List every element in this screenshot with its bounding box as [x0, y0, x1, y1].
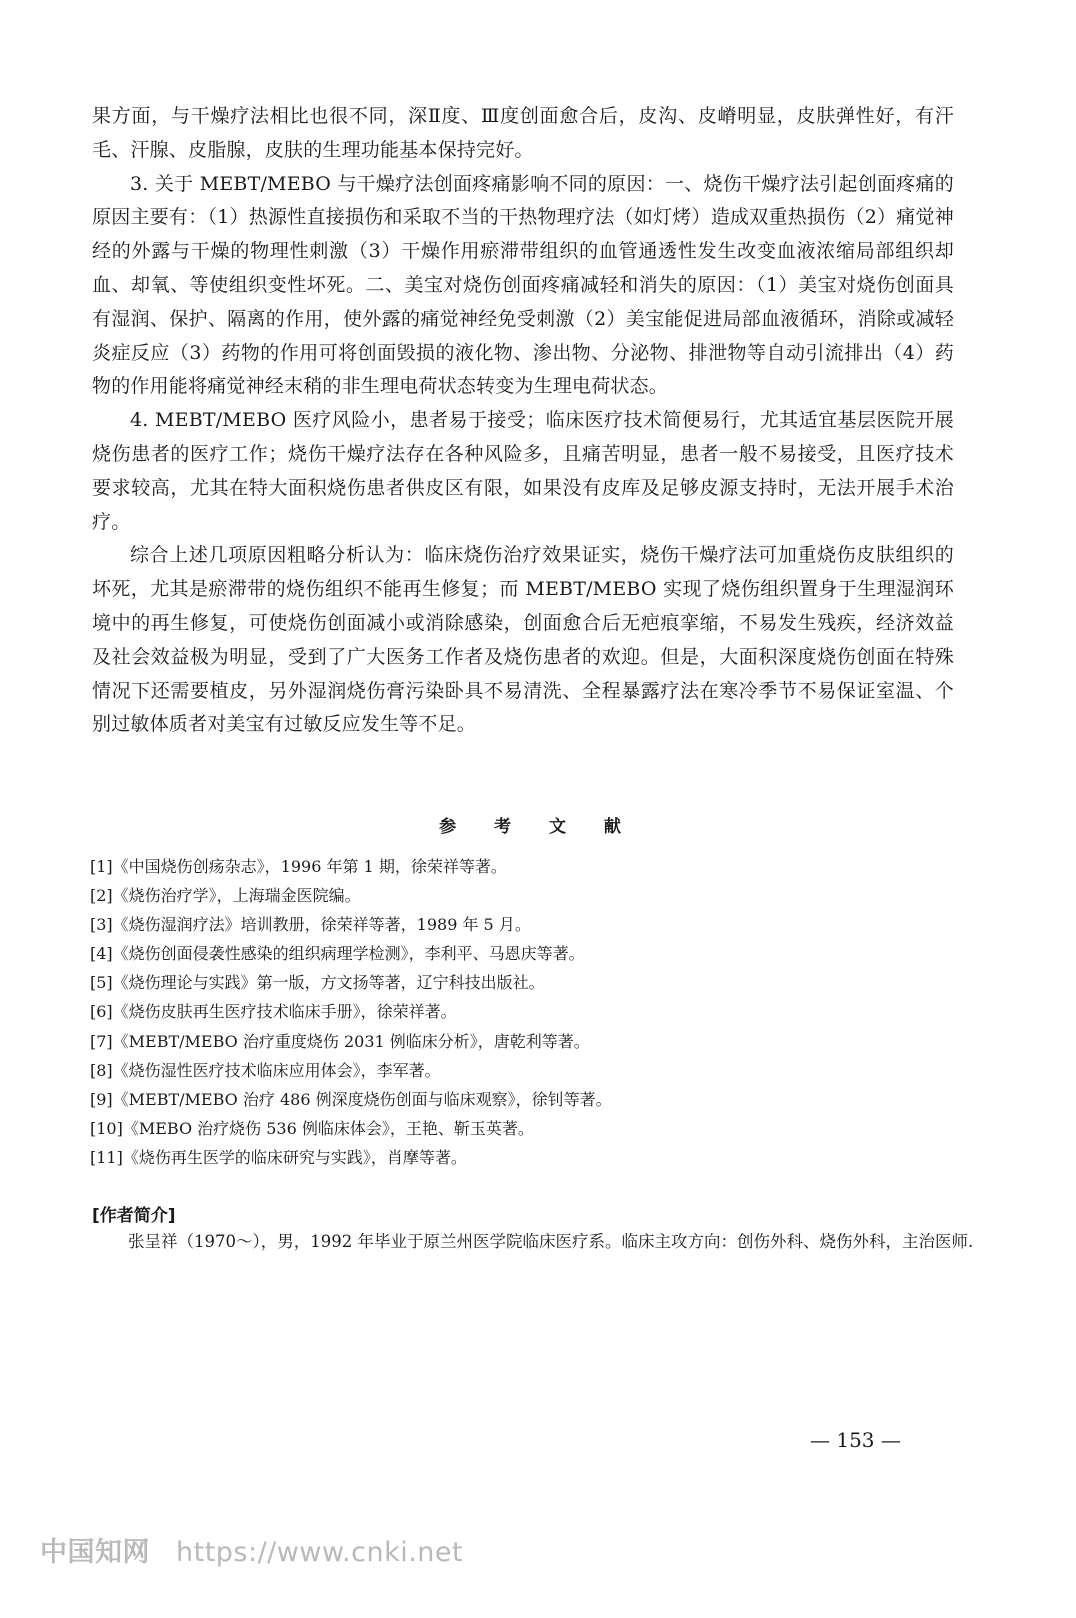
- reference-item: [10]《MEBO 治疗烧伤 536 例临床体会》，王艳、靳玉英著。: [90, 1118, 534, 1138]
- reference-item: [3]《烧伤湿润疗法》培训教册，徐荣祥等著，1989 年 5 月。: [90, 915, 531, 935]
- paragraph-4: 综合上述几项原因粗略分析认为：临床烧伤治疗效果证实，烧伤干燥疗法可加重烧伤皮肤组织的坏死，尤其是瘀滞带的烧伤组织不能再生修复；而 MEBT/MEBO 实现了烧伤组织置身于生理湿润环境中的再生修复，可使烧伤创面减小或消除感染，创面愈合后无疤痕挛缩，不易发生残疾，经济效益及社会效益极为明显，受到了广大医务工作者及烧伤患者的欢迎。但是，大面积深度烧伤创面在特殊情况下还需要植皮，另外湿润烧伤膏污染卧具不易清洗、全程暴露疗法在寒冷季节不易保证室温、个别过敏体质者对美宝有过敏反应发生等不足。: [92, 544, 954, 736]
- paragraph-2: 3. 关于 MEBT/MEBO 与干燥疗法创面疼痛影响不同的原因：一、烧伤干燥疗法引起创面疼痛的原因主要有：（1）热源性直接损伤和采取不当的干热物理疗法（如灯烤）造成双重热损伤（2）痛觉神经的外露与干燥的物理性刺激（3）干燥作用瘀滞带组织的血管通透性发生改变血液浓缩局部组织却血、却氧、等使组织变性坏死。二、美宝对烧伤创面疼痛减轻和消失的原因：（1）美宝对烧伤创面具有湿润、保护、隔离的作用，使外露的痛觉神经免受刺激（2）美宝能促进局部血液循环，消除或减轻炎症反应（3）药物的作用可将创面毁损的液化物、渗出物、分泌物、排泄物等自动引流排出（4）药物的作用能将痛觉神经末稍的非生理电荷状态转变为生理电荷状态。: [92, 172, 954, 398]
- body-text: [92, 100, 954, 742]
- paragraph-3: 4. MEBT/MEBO 医疗风险小，患者易于接受；临床医疗技术简便易行，尤其适宜基层医院开展烧伤患者的医疗工作；烧伤干燥疗法存在各种风险多，且痛苦明显，患者一般不易接受，且医疗技术要求较高，尤其在特大面积烧伤患者供皮区有限，如果没有皮库及足够皮源支持时，无法开展手术治疗。: [92, 409, 954, 533]
- author-heading: [作者简介]: [92, 1206, 176, 1226]
- watermark-name: 中国知网: [40, 1537, 150, 1568]
- author-bio: 张呈祥（1970～），男，1992 年毕业于原兰州医学院临床医疗系。临床主攻方向：创伤外科、烧伤外科，主治医师.: [128, 1232, 974, 1251]
- page-number: — 153 —: [810, 1428, 901, 1452]
- reference-item: [2]《烧伤治疗学》，上海瑞金医院编。: [90, 886, 361, 906]
- reference-item: [6]《烧伤皮肤再生医疗技术临床手册》，徐荣祥著。: [90, 1002, 457, 1022]
- reference-item: [5]《烧伤理论与实践》第一版，方文扬等著，辽宁科技出版社。: [90, 973, 545, 993]
- reference-item: [1]《中国烧伤创疡杂志》，1996 年第 1 期，徐荣祥等著。: [90, 857, 507, 876]
- references-heading: 参 考 文 献: [439, 817, 637, 837]
- references-list: [90, 852, 970, 1172]
- reference-item: [9]《MEBT/MEBO 治疗 486 例深度烧伤创面与临床观察》，徐钊等著。: [90, 1089, 612, 1109]
- watermark-url: https://www.cnki.net: [176, 1537, 464, 1568]
- reference-item: [4]《烧伤创面侵袭性感染的组织病理学检测》，李利平、马恩庆等著。: [90, 944, 585, 964]
- reference-item: [7]《MEBT/MEBO 治疗重度烧伤 2031 例临床分析》，唐乾利等著。: [90, 1031, 590, 1051]
- paragraph-1: 果方面，与干燥疗法相比也很不同，深Ⅱ度、Ⅲ度创面愈合后，皮沟、皮嵴明显，皮肤弹性好，有汗毛、汗腺、皮脂腺，皮肤的生理功能基本保持完好。: [92, 105, 954, 161]
- reference-item: [8]《烧伤湿性医疗技术临床应用体会》，李军著。: [90, 1060, 441, 1080]
- cnki-watermark: [40, 1530, 463, 1569]
- reference-item: [11]《烧伤再生医学的临床研究与实践》，肖摩等著。: [90, 1147, 467, 1167]
